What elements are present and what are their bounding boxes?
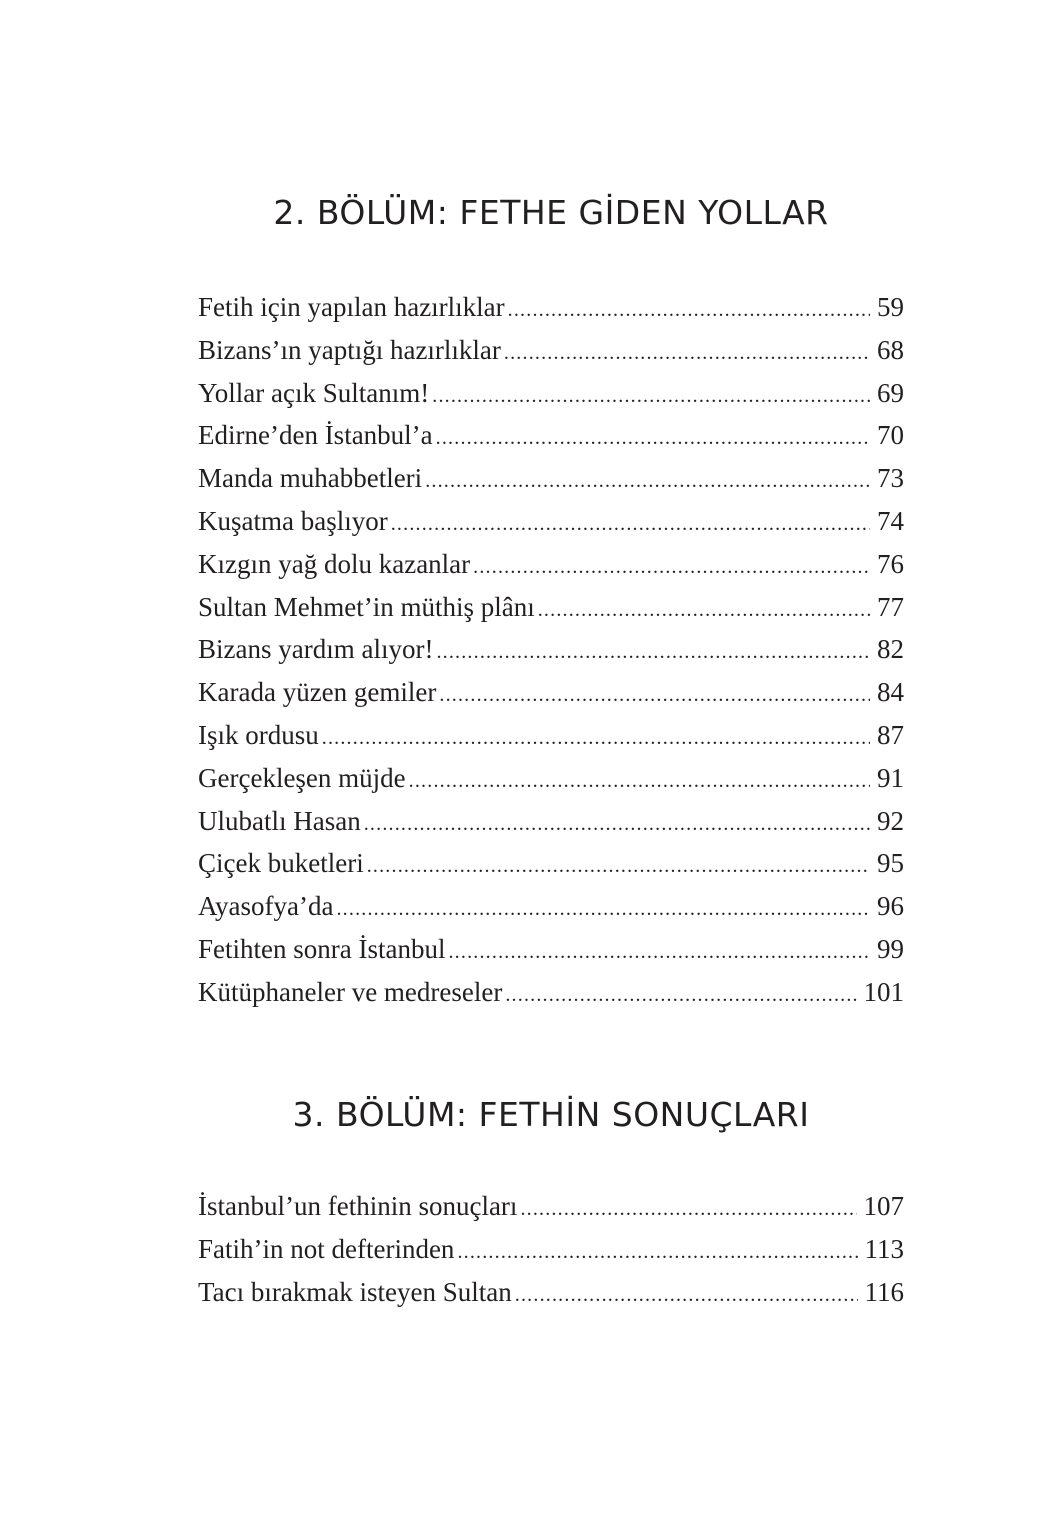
- toc-entry-page-number: 68: [877, 334, 904, 365]
- toc-entry-title: Tacı bırakmak isteyen Sultan: [198, 1276, 512, 1307]
- chapter-heading: 2. BÖLÜM: FETHE GİDEN YOLLAR: [273, 193, 829, 232]
- dot-leader: [322, 717, 870, 760]
- toc-entry-page-number: 101: [863, 976, 904, 1007]
- toc-entry[interactable]: [198, 329, 904, 372]
- toc-entry-page-number: 113: [864, 1233, 904, 1264]
- dot-leader: [508, 289, 870, 332]
- toc-entry-title: Işık ordusu: [198, 719, 319, 750]
- dot-leader: [457, 1231, 857, 1274]
- dot-leader: [436, 417, 870, 460]
- dot-leader: [448, 931, 870, 974]
- toc-entry[interactable]: [198, 586, 904, 629]
- dot-leader: [367, 845, 870, 888]
- toc-entry[interactable]: [198, 543, 904, 586]
- toc-entry[interactable]: [198, 671, 904, 714]
- toc-entry-title: Bizans’ın yaptığı hazırlıklar: [198, 334, 501, 365]
- toc-entry[interactable]: [198, 372, 904, 415]
- toc-entry[interactable]: [198, 1228, 904, 1271]
- toc-entry-page-number: 77: [877, 591, 904, 622]
- toc-section-3: [198, 1092, 904, 1313]
- toc-entry[interactable]: [198, 457, 904, 500]
- toc-entry-page-number: 107: [863, 1191, 904, 1221]
- toc-entry-title: Yollar açık Sultanım!: [198, 377, 430, 408]
- toc-entry-page-number: 99: [877, 933, 904, 964]
- toc-entry-page-number: 87: [877, 719, 904, 750]
- toc-entry-title: İstanbul’un fethinin sonuçları: [198, 1191, 518, 1221]
- toc-entry-title: Karada yüzen gemiler: [198, 677, 437, 708]
- dot-leader: [473, 546, 870, 589]
- toc-entry-list: [198, 286, 904, 1014]
- dot-leader: [409, 760, 870, 803]
- toc-entry[interactable]: [198, 1271, 904, 1314]
- toc-section-2: [198, 190, 904, 1014]
- toc-entry-title: Fetihten sonra İstanbul: [198, 933, 446, 964]
- toc-entry-list: [198, 1185, 904, 1313]
- toc-entry[interactable]: [198, 628, 904, 671]
- toc-entry-title: Kuşatma başlıyor: [198, 505, 388, 536]
- toc-entry-title: Gerçekleşen müjde: [198, 762, 406, 793]
- toc-entry-page-number: 76: [877, 548, 904, 579]
- dot-leader: [538, 589, 870, 632]
- toc-entry-title: Sultan Mehmet’in müthiş plânı: [198, 591, 535, 622]
- dot-leader: [436, 631, 870, 674]
- toc-entry-page-number: 84: [877, 677, 904, 708]
- toc-entry[interactable]: [198, 885, 904, 928]
- toc-entry-title: Kızgın yağ dolu kazanlar: [198, 548, 471, 579]
- toc-entry[interactable]: [198, 842, 904, 885]
- toc-entry[interactable]: [198, 286, 904, 329]
- toc-entry-page-number: 95: [877, 848, 904, 879]
- dot-leader: [520, 1188, 856, 1231]
- dot-leader: [391, 503, 870, 546]
- toc-entry-title: Ulubatlı Hasan: [198, 805, 361, 836]
- toc-entry-page-number: 70: [877, 420, 904, 451]
- toc-entry-page-number: 82: [877, 634, 904, 665]
- toc-entry[interactable]: [198, 414, 904, 457]
- toc-entry-page-number: 116: [864, 1276, 904, 1307]
- dot-leader: [515, 1274, 858, 1317]
- dot-leader: [439, 674, 870, 717]
- toc-entry-title: Ayasofya’da: [198, 891, 334, 922]
- dot-leader: [504, 332, 870, 375]
- dot-leader: [425, 460, 870, 503]
- toc-entry-page-number: 59: [877, 292, 904, 322]
- toc-entry-title: Bizans yardım alıyor!: [198, 634, 434, 665]
- chapter-heading: 3. BÖLÜM: FETHİN SONUÇLARI: [292, 1095, 810, 1134]
- toc-entry-page-number: 73: [877, 463, 904, 494]
- toc-entry-page-number: 69: [877, 377, 904, 408]
- toc-entry-page-number: 91: [877, 762, 904, 793]
- toc-entry-title: Manda muhabbetleri: [198, 463, 423, 494]
- toc-entry[interactable]: [198, 928, 904, 971]
- toc-entry[interactable]: [198, 971, 904, 1014]
- dot-leader: [336, 888, 870, 931]
- toc-entry[interactable]: [198, 1185, 904, 1228]
- dot-leader: [364, 803, 870, 846]
- toc-entry[interactable]: [198, 500, 904, 543]
- toc-entry-title: Fetih için yapılan hazırlıklar: [198, 292, 505, 322]
- dot-leader: [432, 375, 870, 418]
- toc-entry-title: Çiçek buketleri: [198, 848, 364, 879]
- dot-leader: [505, 974, 856, 1017]
- toc-entry[interactable]: [198, 800, 904, 843]
- toc-entry[interactable]: [198, 757, 904, 800]
- toc-entry-title: Fatih’in not defterinden: [198, 1233, 455, 1264]
- toc-entry-page-number: 74: [877, 505, 904, 536]
- toc-entry-page-number: 92: [877, 805, 904, 836]
- toc-entry-title: Kütüphaneler ve medreseler: [198, 976, 503, 1007]
- toc-entry-page-number: 96: [877, 891, 904, 922]
- toc-entry-title: Edirne’den İstanbul’a: [198, 420, 433, 451]
- toc-entry[interactable]: [198, 714, 904, 757]
